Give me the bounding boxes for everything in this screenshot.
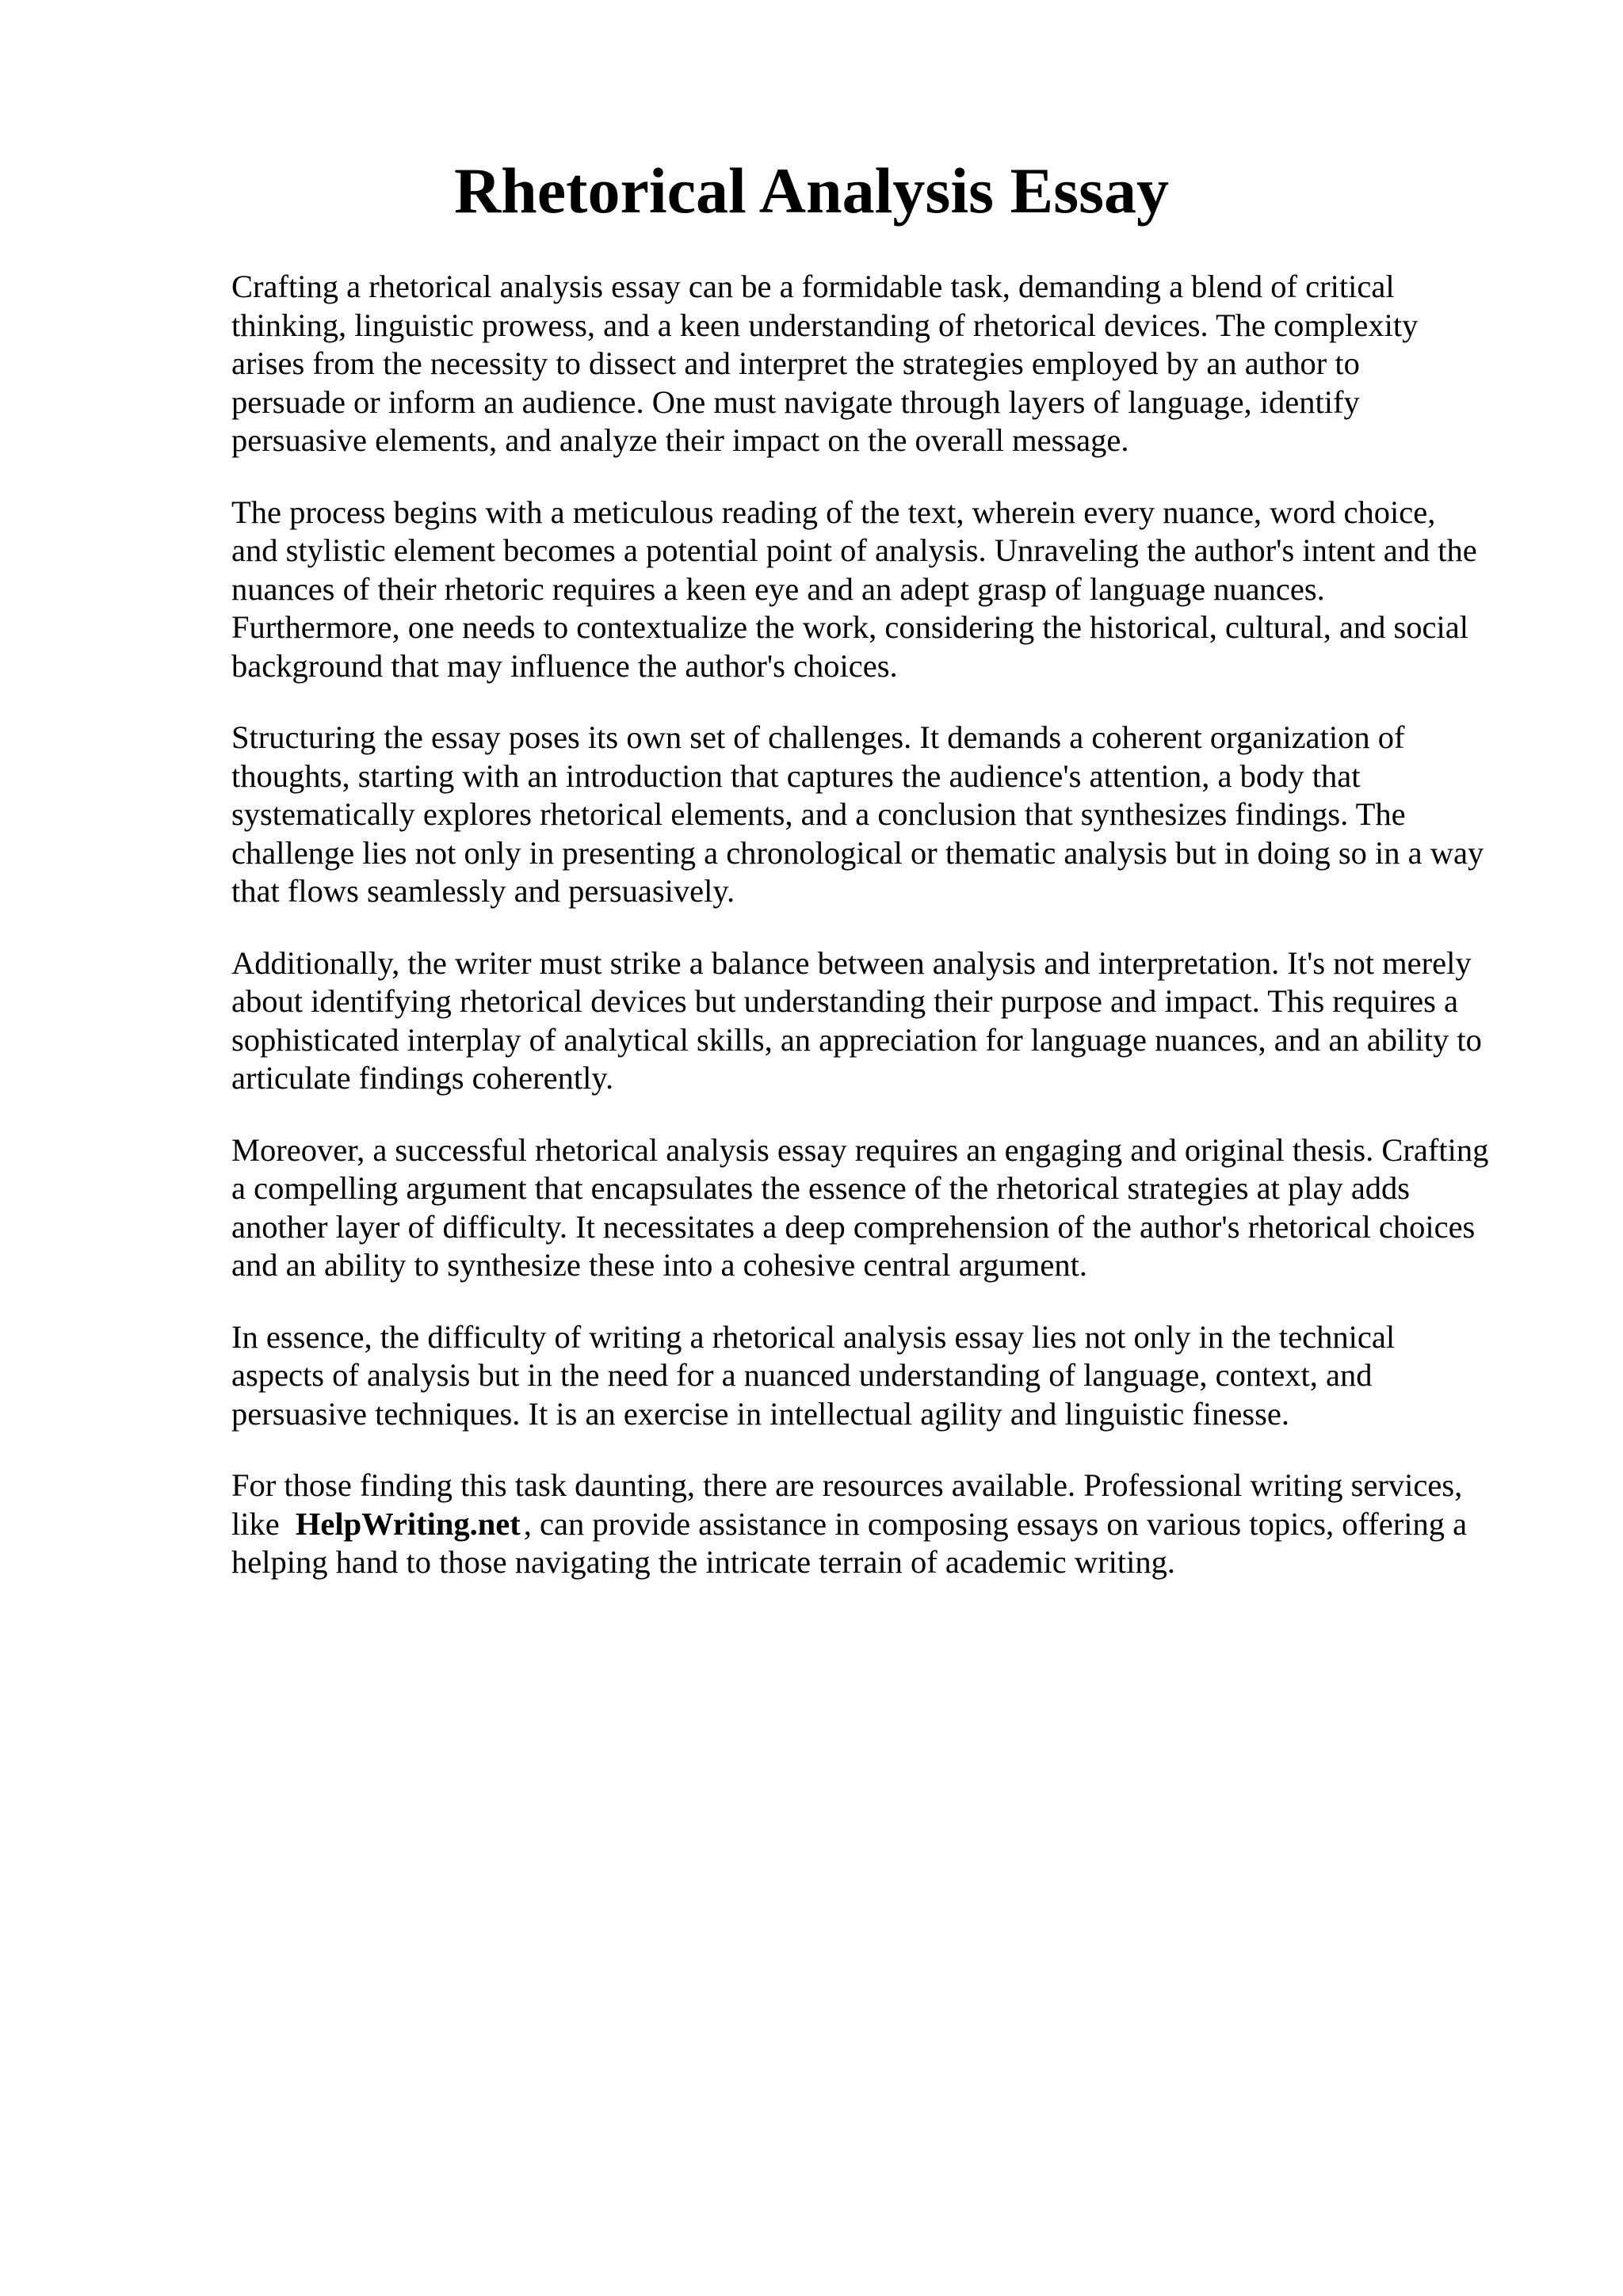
- text-line: sophisticated interplay of analytical skills, an appreciation for language nuances, and an ability to: [231, 1021, 1482, 1058]
- text-line: Additionally, the writer must strike a balance between analysis and interpretation. It's not merely: [231, 944, 1472, 981]
- text-fragment: like: [231, 1505, 288, 1542]
- paragraph-2: [231, 494, 1571, 686]
- text-line: arises from the necessity to dissect and interpret the strategies employed by an author to: [231, 345, 1360, 381]
- paragraph-closing: [231, 1466, 1571, 1582]
- text-line: about identifying rhetorical devices but understanding their purpose and impact. This requires a: [231, 983, 1458, 1019]
- text-line: persuasive elements, and analyze their impact on the overall message.: [231, 422, 1129, 458]
- text-line: Structuring the essay poses its own set of challenges. It demands a coherent organization of: [231, 719, 1405, 755]
- text-line: nuances of their rhetoric requires a keen eye and an adept grasp of language nuances.: [231, 570, 1325, 607]
- text-line: For those finding this task daunting, there are resources available. Professional writing services,: [231, 1467, 1463, 1503]
- text-line: persuasive techniques. It is an exercise in intellectual agility and linguistic finesse.: [231, 1395, 1289, 1432]
- essay-body: [231, 268, 1571, 1615]
- text-line: Crafting a rhetorical analysis essay can be a formidable task, demanding a blend of critical: [231, 269, 1395, 304]
- text-line: Moreover, a successful rhetorical analysis essay requires an engaging and original thesis. Crafting: [231, 1131, 1489, 1168]
- text-line: thinking, linguistic prowess, and a keen understanding of rhetorical devices. The complexity: [231, 307, 1419, 343]
- text-line: another layer of difficulty. It necessitates a deep comprehension of the author's rhetorical choices: [231, 1208, 1476, 1245]
- text-line: aspects of analysis but in the need for a nuanced understanding of language, context, and: [231, 1357, 1373, 1393]
- text-line: helping hand to those navigating the intricate terrain of academic writing.: [231, 1544, 1175, 1580]
- text-fragment: , can provide assistance in composing essays on various topics, offering a: [523, 1505, 1468, 1542]
- text-line: systematically explores rhetorical elements, and a conclusion that synthesizes findings. The: [231, 796, 1406, 832]
- paragraph-6: [231, 1318, 1571, 1434]
- text-line: The process begins with a meticulous reading of the text, wherein every nuance, word choice,: [231, 494, 1436, 530]
- paragraph-5: [231, 1131, 1571, 1285]
- text-line: In essence, the difficulty of writing a rhetorical analysis essay lies not only in the technical: [231, 1318, 1396, 1355]
- text-line: that flows seamlessly and persuasively.: [231, 873, 735, 909]
- paragraph-3: [231, 719, 1571, 911]
- text-line-with-brand: [231, 1505, 1571, 1544]
- text-line: and stylistic element becomes a potential point of analysis. Unraveling the author's intent and the: [231, 532, 1477, 568]
- text-line: persuade or inform an audience. One must navigate through layers of language, identify: [231, 383, 1360, 420]
- paragraph-4: [231, 944, 1571, 1098]
- page-title: Rhetorical Analysis Essay: [453, 154, 1170, 227]
- text-line: a compelling argument that encapsulates the essence of the rhetorical strategies at play adds: [231, 1170, 1411, 1206]
- text-line: background that may influence the author's choices.: [231, 647, 898, 684]
- text-line: Furthermore, one needs to contextualize the work, considering the historical, cultural, and social: [231, 609, 1469, 645]
- text-line: and an ability to synthesize these into a cohesive central argument.: [231, 1247, 1088, 1283]
- text-line: thoughts, starting with an introduction that captures the audience's attention, a body that: [231, 757, 1361, 794]
- brand-name: HelpWriting.net: [295, 1505, 521, 1542]
- text-line: challenge lies not only in presenting a chronological or thematic analysis but in doing so in a way: [231, 834, 1484, 871]
- paragraph-1: [231, 268, 1571, 460]
- text-line: articulate findings coherently.: [231, 1060, 614, 1096]
